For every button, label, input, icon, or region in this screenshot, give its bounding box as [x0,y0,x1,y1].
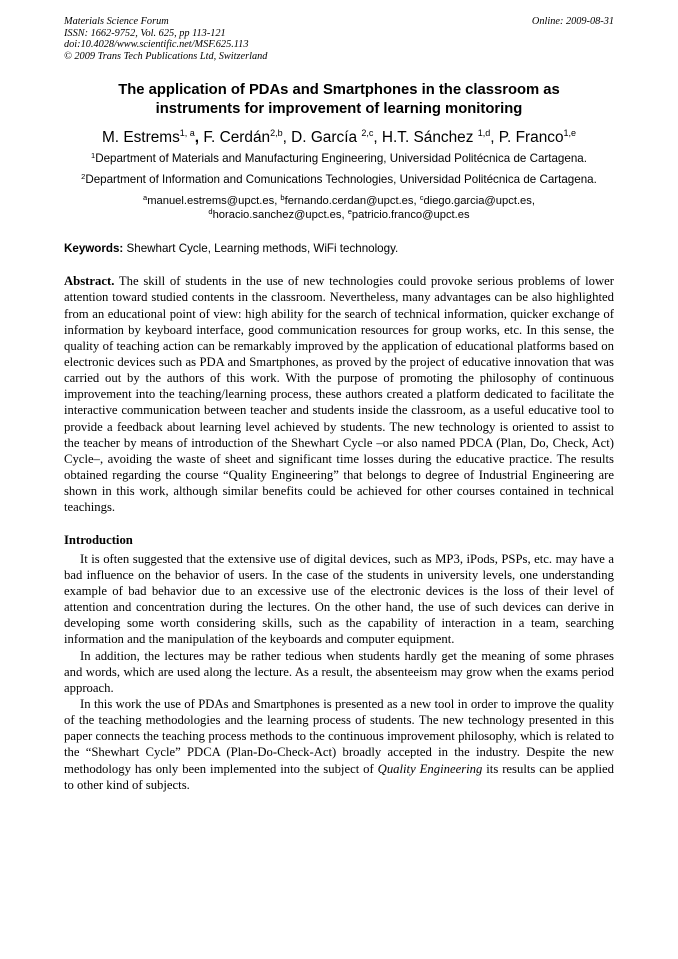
author-name: P. Franco [498,129,564,146]
intro-paragraph-1: It is often suggested that the extensive use of digital devices, such as MP3, iPods, PSPs, etc. may have a bad influence on the behavior of users. In the case of the students in university levels, one understanding example of bad behavior due to an excessive use of the electronic devices is the loss of their level of attention and concentration during the lectures. On the other hand, the use of such devices can derive in developing some worth considering skills, such as the capability of interaction in a team, searching information and the manipulation of the keyboards and computer equipment. [64,551,614,647]
journal-name: Materials Science Forum [64,16,169,27]
author-sup: 1, a [179,128,195,138]
author-sup: 2,b [270,128,283,138]
intro-p3-text-end: its results can be applied to other kind of subjects. [64,761,615,792]
affiliation-2 [64,173,614,187]
intro-paragraph-3 [64,696,614,793]
author-name: H.T. Sánchez [381,129,474,146]
section-heading: Introduction [64,532,133,547]
author-name: M. Estrems [101,129,180,146]
intro-p3-emphasis: Quality Engineering [377,761,483,776]
issn-line: ISSN: 1662-9752, Vol. 625, pp 113-121 [64,27,226,39]
doi-line: doi:10.4028/www.scientific.net/MSF.625.113 [64,39,249,50]
keywords-label: Keywords: [64,242,124,256]
email-link[interactable]: diego.garcia@upct.es [423,194,532,207]
email-sup: e [347,207,352,217]
affiliation-1 [64,152,614,166]
email-sup: b [280,192,285,202]
paper-title [64,81,614,118]
abstract-label: Abstract. [64,274,115,289]
author-sup: 1,d [477,128,491,138]
intro-paragraph-2: In addition, the lectures may be rather tedious when students hardly get the meaning of some phrases and words, which are used along the lecture. As a result, the absenteeism may grow when the exams period approach. [64,648,614,695]
author-sup: 1,e [563,128,577,138]
online-date: Online: 2009-08-31 [531,16,614,27]
page-header [64,16,614,62]
journal-info [64,16,267,62]
copyright-line: © 2009 Trans Tech Publications Ltd, Switzerland [64,50,268,62]
affiliation-sup: 1 [91,151,96,160]
abstract [64,273,614,515]
abstract-text: The skill of students in the use of new technologies could provoke serious problems of lower attention toward studied contents in the classroom. Nevertheless, many advantages can be also highlighted from an educational point of view: high ability for the search of technical information, quicker exchange of information by keyboard interface, good communication resources for group works, etc. In this sense, the quality of teaching action can be remarkably improved by the application of educational platforms based on electronic devices such as PDA and Smartphones, as proved by the project of educative innovation that was carried out by the authors of this work. With the purpose of promoting the philosophy of continuous improvement into the teaching/learning process, these authors created a platform dedicated to facilitate the interactive communication between teacher and students inside the classroom, as a useful educative tool to provide a feedback about learning level achieved by students. The new technology is oriented to assist to the teacher by means of introduction of the Shewhart Cycle –or also named PDCA (Plan, Do, Check, Act) Cycle–, avoiding the waste of sheet and significant time losses during the educative practice. The results obtained regarding the course “Quality Engineering” that belongs to degree of Industrial Engineering are shown in this work, although similar benefits could be achieved for other courses contained in technical teachings. [64,274,614,515]
author-list: M. Estrems$^{1, a}$, F. Cerdán$^{2,b}$, D. García $^{2,c}$, H.T. Sánchez $^{1,d}$, P. Franco$^{1,e}$ [101,128,577,146]
affiliation-text: Department of Materials and Manufacturing Engineering, Universidad Politécnica de Cartagena. [95,152,587,165]
author-sup: 2,c [361,128,374,138]
email-link[interactable]: manuel.estrems@upct.es [147,194,275,207]
email-sup: c [419,192,424,202]
keywords [64,242,614,256]
email-sup: d [208,207,213,217]
email-sup: a [143,192,148,202]
keywords-text: Shewhart Cycle, Learning methods, WiFi technology. [126,242,399,256]
title-line-1: The application of PDAs and Smartphones in the classroom as [118,82,560,98]
email-link[interactable]: patricio.franco@upct.es [351,209,470,222]
affiliation-text: Department of Information and Comunications Technologies, Universidad Politécnica de Cartagena. [85,173,597,187]
email-link[interactable]: fernando.cerdan@upct.es [284,194,414,207]
title-line-2: instruments for improvement of learning monitoring [155,100,523,117]
email-link[interactable]: horacio.sanchez@upct.es [212,209,342,222]
author-name: F. Cerdán [203,129,271,146]
intro-p3-text: In this work the use of PDAs and Smartphones is presented as a new tool in order to improve the quality of the teaching methodologies and the learning process of students. The new technology presented in this paper connects the teaching process methods to the continuous improvement philosophy, which is related to the “Shewhart Cycle” PDCA (Plan-Do-Check-Act) broadly accepted in the industry. Despite the new methodology has only been implemented into the subject of [64,696,614,776]
email-list: $^a$manuel.estrems@upct.es, $^b$fernando.cerdan@upct.es, $^c$diego.garcia@upct.es, $^d$horacio.sanchez@upct.es, $^e$patricio.franco@upct.es [143,192,535,222]
affiliation-sup: 2 [81,172,86,182]
author-name: D. García [291,129,358,146]
